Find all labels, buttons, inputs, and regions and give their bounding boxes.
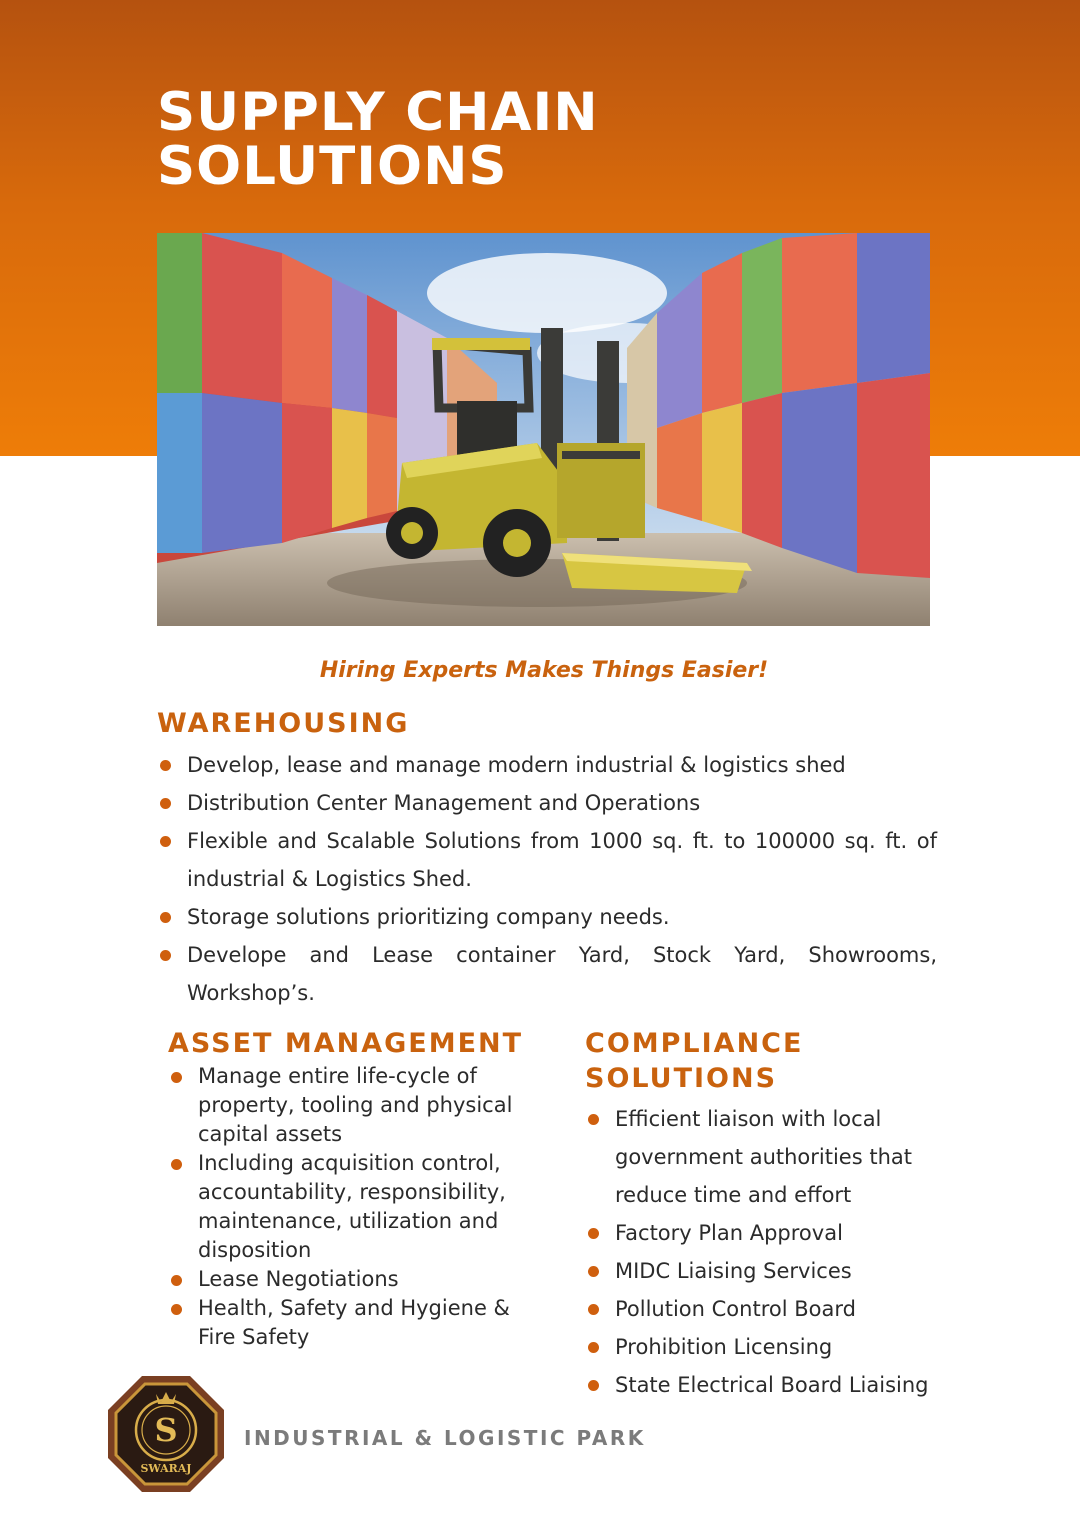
compliance-title-line-2: SOLUTIONS xyxy=(585,1063,778,1094)
logo-letter: S xyxy=(154,1411,178,1449)
list-item: Efficient liaison with local government authorities that reduce time and effort xyxy=(585,1100,945,1214)
list-item: Storage solutions prioritizing company needs. xyxy=(157,898,937,936)
asset-management-title: ASSET MANAGEMENT xyxy=(168,1028,524,1059)
bullet-icon xyxy=(588,1114,599,1125)
swaraj-logo xyxy=(106,1374,226,1494)
tagline: Hiring Experts Makes Things Easier! xyxy=(319,658,769,683)
footer-text: INDUSTRIAL & LOGISTIC PARK xyxy=(244,1426,646,1450)
list-item: Distribution Center Management and Operations xyxy=(157,784,937,822)
warehousing-list xyxy=(157,746,937,1012)
list-item: Manage entire life-cycle of property, tooling and physical capital assets xyxy=(168,1062,538,1149)
bullet-icon xyxy=(171,1275,182,1286)
compliance-title xyxy=(585,1026,803,1096)
page-title xyxy=(157,82,599,197)
list-item: Health, Safety and Hygiene & Fire Safety xyxy=(168,1294,538,1352)
bullet-icon xyxy=(588,1342,599,1353)
list-item: Lease Negotiations xyxy=(168,1265,538,1294)
list-item: Prohibition Licensing xyxy=(585,1328,945,1366)
list-item: Factory Plan Approval xyxy=(585,1214,945,1252)
bullet-icon xyxy=(588,1380,599,1391)
compliance-title-line-1: COMPLIANCE xyxy=(585,1028,804,1059)
bullet-icon xyxy=(171,1304,182,1315)
list-item: State Electrical Board Liaising xyxy=(585,1366,945,1404)
bullet-icon xyxy=(588,1228,599,1239)
logo-name: SWARAJ xyxy=(140,1462,192,1475)
title-line-2: SOLUTIONS xyxy=(157,136,508,197)
bullet-icon xyxy=(171,1072,182,1083)
bullet-icon xyxy=(160,912,171,923)
warehousing-title: WAREHOUSING xyxy=(157,708,410,739)
compliance-list xyxy=(585,1100,945,1404)
list-item: Develope and Lease container Yard, Stock Yard, Showrooms, Workshop’s. xyxy=(157,936,937,1012)
list-item: Pollution Control Board xyxy=(585,1290,945,1328)
bullet-icon xyxy=(588,1304,599,1315)
list-item: Flexible and Scalable Solutions from 1000 sq. ft. to 100000 sq. ft. of industrial & Logistics Shed. xyxy=(157,822,937,898)
bullet-icon xyxy=(160,836,171,847)
bullet-icon xyxy=(588,1266,599,1277)
list-item: Including acquisition control, accountability, responsibility, maintenance, utilization and disposition xyxy=(168,1149,538,1265)
list-item: MIDC Liaising Services xyxy=(585,1252,945,1290)
list-item: Develop, lease and manage modern industrial & logistics shed xyxy=(157,746,937,784)
bullet-icon xyxy=(160,798,171,809)
title-line-1: SUPPLY CHAIN xyxy=(157,82,599,143)
bullet-icon xyxy=(160,950,171,961)
hero-image xyxy=(157,233,930,626)
asset-management-list xyxy=(168,1062,538,1352)
bullet-icon xyxy=(160,760,171,771)
bullet-icon xyxy=(171,1159,182,1170)
